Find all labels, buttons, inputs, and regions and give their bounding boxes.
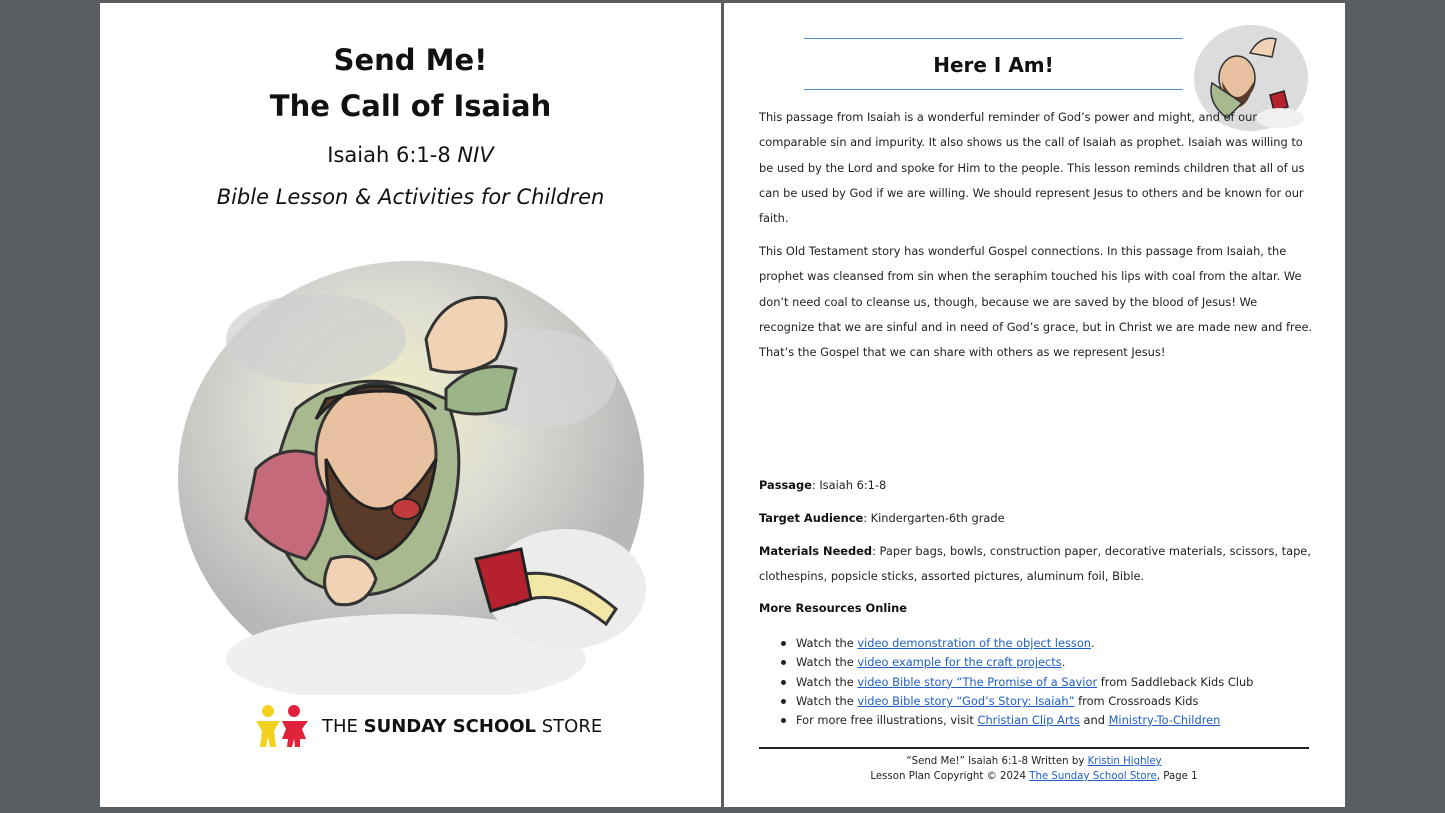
bible-version: NIV — [457, 143, 494, 167]
craft-video-link[interactable]: video example for the craft projects — [857, 655, 1062, 670]
list-item — [781, 711, 1253, 730]
passage-field — [759, 473, 1315, 498]
resource-text: For more free illustrations, visit — [796, 713, 978, 728]
object-lesson-video-link[interactable]: video demonstration of the object lesson — [857, 636, 1092, 650]
materials-field — [759, 539, 1315, 590]
intro-paragraph: This passage from Isaiah is a wonderful reminder of God’s power and might, and of our comparable sin and impurity. It also shows us the call of Isaiah as prophet. Isaiah was willing to be used by the Lord and spoke for Him to the people. This lesson reminds children that all of us can be used by God if we are willing. We should represent Jesus to others and be known for our faith. — [759, 110, 1305, 226]
resources-list — [781, 634, 1253, 730]
materials-label: Materials Needed — [759, 544, 873, 558]
passage-label: Passage — [759, 478, 812, 492]
resource-text: from Saddleback Kids Club — [1097, 674, 1254, 689]
isaiah-illustration — [176, 259, 646, 695]
cover-title-line1: Send Me! — [333, 43, 488, 77]
footer-text: Lesson Plan Copyright © 2024 — [870, 771, 1030, 782]
resource-text: . — [1061, 655, 1066, 670]
heading-top-rule — [804, 38, 1183, 39]
resource-text: Watch the — [796, 655, 858, 670]
brand-bold: SUNDAY SCHOOL — [363, 716, 537, 737]
audience-field — [759, 506, 1315, 531]
resource-text: Watch the — [796, 636, 858, 650]
reference-text: Isaiah 6:1-8 — [327, 143, 451, 167]
footer-credit — [759, 756, 1309, 767]
resource-text: . — [1091, 636, 1095, 650]
resource-text: from Crossroads Kids — [1074, 693, 1199, 708]
heading-bottom-rule — [804, 89, 1183, 90]
publisher-link[interactable]: The Sunday School Store — [1029, 771, 1157, 782]
cover-title-line2: The Call of Isaiah — [269, 89, 552, 123]
cover-scripture-reference — [100, 143, 721, 167]
gospel-paragraph: This Old Testament story has wonderful Gospel connections. In this passage from Isaiah, the prophet was cleansed from sin when the seraphim touched his lips with coal from the altar. We don’t need coal to cleanse us, though, because we are saved by the blood of Jesus! We recognize that we are sinful and in need of God’s grace, but in Christ we are made new and free. That’s the Gospel that we can share with others as we represent Jesus! — [759, 244, 1313, 360]
passage-value: : Isaiah 6:1-8 — [811, 478, 887, 492]
footer-copyright — [759, 771, 1309, 782]
audience-label: Target Audience — [759, 511, 864, 525]
lesson-heading: Here I Am! — [933, 53, 1054, 77]
gods-story-isaiah-video-link[interactable]: video Bible story “God’s Story: Isaiah” — [857, 693, 1075, 708]
resource-text: and — [1079, 713, 1109, 728]
lesson-page — [724, 3, 1345, 807]
audience-value: : Kindergarten-6th grade — [863, 511, 1005, 525]
cover-page — [100, 3, 721, 807]
materials-value: : Paper bags, bowls, construction paper, decorative materials, scissors, tape, clothespins, popsicle sticks, assorted pictures, aluminum foil, Bible. — [759, 544, 1311, 584]
list-item — [781, 673, 1253, 692]
footer-divider — [759, 747, 1309, 749]
ministry-to-children-link[interactable]: Ministry-To-Children — [1108, 713, 1221, 728]
sunday-school-store-logo — [252, 703, 603, 753]
resource-text: Watch the — [796, 674, 858, 689]
footer-text: “Send Me!” Isaiah 6:1-8 Written by — [906, 756, 1088, 767]
brand-name — [322, 716, 602, 737]
promise-of-savior-video-link[interactable]: video Bible story “The Promise of a Savior — [857, 674, 1098, 689]
christian-clip-arts-link[interactable]: Christian Clip Arts — [977, 713, 1080, 728]
list-item — [781, 653, 1253, 672]
cover-subtitle: Bible Lesson & Activities for Children — [216, 185, 605, 209]
kids-logo-icon — [252, 703, 316, 751]
author-link[interactable]: Kristin Highley — [1087, 756, 1162, 767]
resource-text: Watch the — [796, 693, 858, 708]
page-number: , Page 1 — [1156, 771, 1198, 782]
brand-prefix: THE — [322, 716, 364, 737]
list-item — [781, 634, 1253, 653]
brand-suffix: STORE — [536, 716, 603, 737]
list-item — [781, 692, 1253, 711]
resources-heading: More Resources Online — [759, 601, 907, 615]
